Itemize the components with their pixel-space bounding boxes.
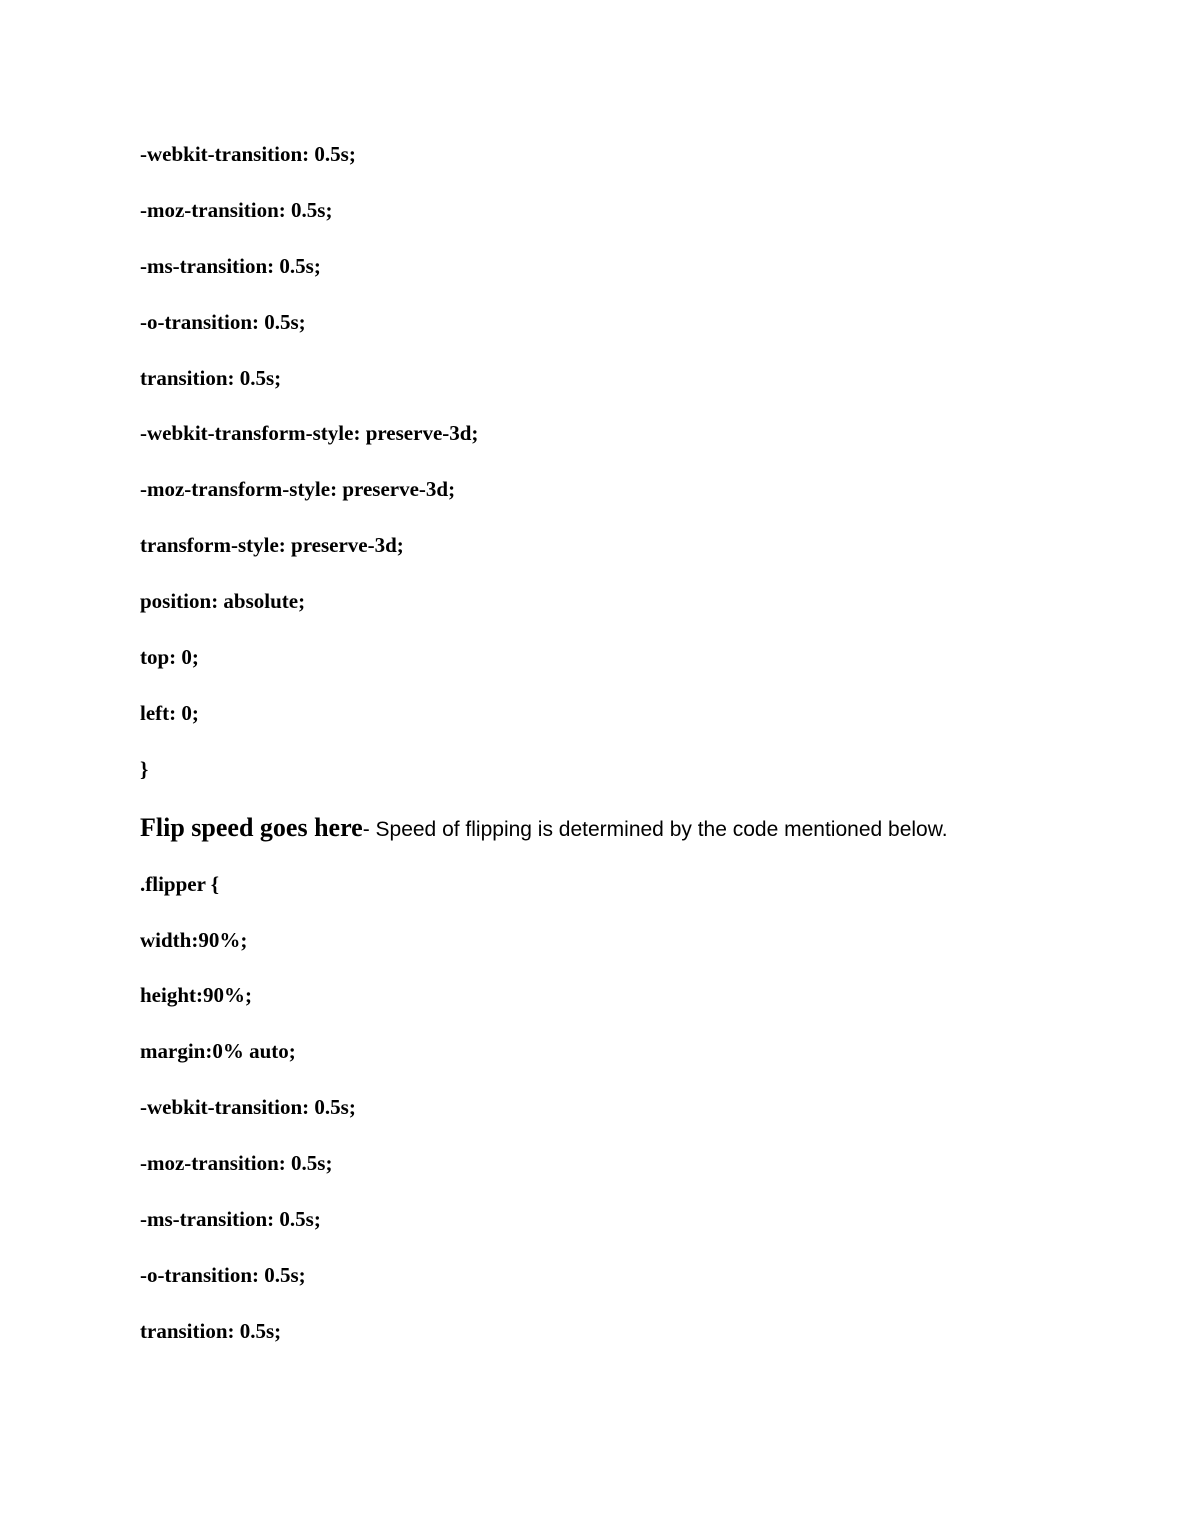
code-line: width:90%; [140,927,248,952]
code-line: -moz-transition: 0.5s; [140,1151,333,1176]
code-line: -moz-transition: 0.5s; [140,197,333,222]
code-line: .flipper { [140,871,220,896]
code-line: -o-transition: 0.5s; [140,1262,306,1287]
code-line: position: absolute; [140,589,306,614]
code-line: left: 0; [140,700,199,725]
code-line: -moz-transform-style: preserve-3d; [140,477,456,502]
code-line: height:90%; [140,983,252,1008]
code-line: -o-transition: 0.5s; [140,309,306,334]
section-title: Flip speed goes here [140,812,363,842]
code-line: -ms-transition: 0.5s; [140,1207,321,1232]
code-line: transform-style: preserve-3d; [140,533,404,558]
closing-brace: } [140,756,149,781]
section-description: - Speed of flipping is determined by the code mentioned below. [362,817,948,841]
code-line: -ms-transition: 0.5s; [140,253,321,278]
code-line: -webkit-transition: 0.5s; [140,1095,356,1120]
code-line: transition: 0.5s; [140,365,282,390]
section-heading [140,811,1070,845]
code-line: top: 0; [140,645,199,670]
code-line: -webkit-transition: 0.5s; [140,142,356,166]
code-line: transition: 0.5s; [140,1318,282,1343]
code-line: -webkit-transform-style: preserve-3d; [140,421,479,446]
code-line: margin:0% auto; [140,1039,296,1064]
document-body [140,140,1070,1373]
